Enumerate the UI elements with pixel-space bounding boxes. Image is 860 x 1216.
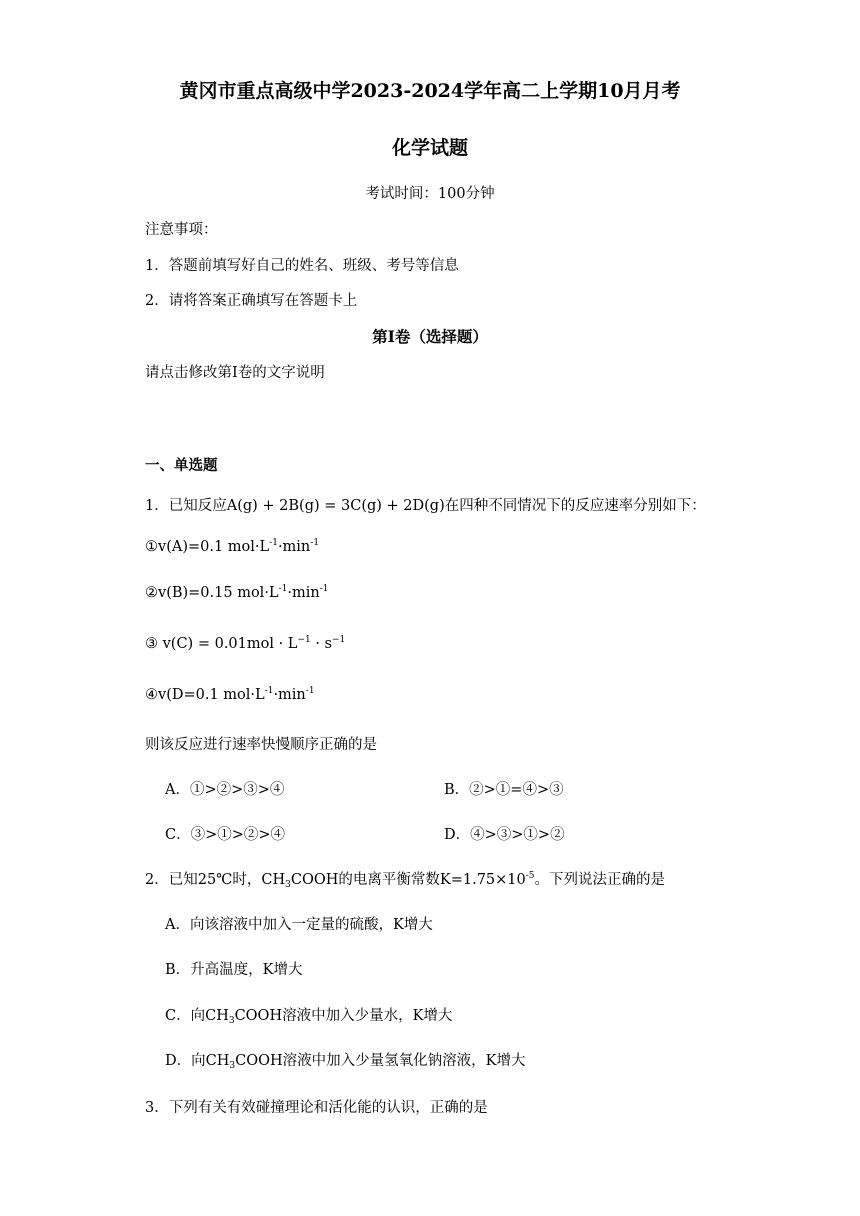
- q1-option-a[interactable]: A．①>②>③>④: [165, 782, 285, 798]
- note-item: 2．请将答案正确填写在答题卡上: [145, 293, 358, 309]
- rate-text: ④v(D=0.1 mol·L: [145, 687, 265, 703]
- exponent: -1: [269, 538, 278, 548]
- rate-condition-1: [145, 539, 319, 555]
- exponent: -1: [305, 686, 315, 696]
- volume-heading: 第I卷（选择题）: [372, 327, 488, 346]
- exam-time: 考试时间：100分钟: [365, 186, 495, 202]
- stem-text: 。下列说法正确的是: [534, 872, 666, 888]
- note-item: 1．答题前填写好自己的姓名、班级、考号等信息: [145, 258, 459, 274]
- question-3-stem: 3．下列有关有效碰撞理论和活化能的认识，正确的是: [145, 1100, 488, 1116]
- option-text: COOH溶液中加入少量氢氧化钠溶液，K增大: [235, 1053, 526, 1069]
- exponent: −1: [332, 635, 346, 645]
- exponent: -1: [278, 584, 288, 594]
- rate-unit: ·min: [287, 585, 320, 601]
- option-text: D．向CH: [165, 1053, 230, 1069]
- q1-option-c[interactable]: C．③>①>②>④: [165, 827, 286, 843]
- q2-option-a[interactable]: A．向该溶液中加入一定量的硫酸，K增大: [165, 917, 433, 933]
- rate-unit: · s: [310, 636, 332, 652]
- question-1-stem: [145, 494, 706, 515]
- q1-option-b[interactable]: B．②>①=④>③: [444, 782, 564, 798]
- rate-condition-3: [145, 636, 345, 652]
- q2-option-c[interactable]: [165, 1004, 452, 1025]
- exponent: -1: [310, 538, 320, 548]
- rate-condition-2: [145, 585, 328, 601]
- stem-text: 2．已知25℃时，CH: [145, 872, 286, 888]
- question-1-suffix: 在四种不同情况下的反应速率分别如下：: [444, 498, 706, 514]
- question-2-stem: [145, 868, 665, 889]
- subscript: 3: [229, 1061, 236, 1071]
- question-1-prefix: 1．已知反应: [145, 498, 227, 514]
- option-text: C．向CH: [165, 1008, 229, 1024]
- volume-description: 请点击修改第I卷的文字说明: [145, 365, 325, 381]
- rate-text: ①v(A)=0.1 mol·L: [145, 539, 270, 555]
- rate-text: ③ v(C) = 0.01mol · L: [145, 636, 298, 652]
- section-heading: 一、单选题: [145, 457, 218, 474]
- subscript: 3: [285, 880, 291, 890]
- reaction-equation: A(g) + 2B(g) = 3C(g) + 2D(g): [226, 498, 445, 514]
- exam-subject-title: 化学试题: [391, 137, 468, 159]
- q2-option-d[interactable]: [165, 1049, 525, 1070]
- exponent: -1: [264, 686, 274, 696]
- rate-condition-4: [145, 687, 315, 703]
- stem-text: COOH的电离平衡常数K=1.75×10: [290, 872, 526, 888]
- exponent: −1: [297, 635, 311, 645]
- subscript: 3: [228, 1016, 235, 1026]
- rate-text: ②v(B)=0.15 mol·L: [145, 585, 279, 601]
- option-text: COOH溶液中加入少量水，K增大: [234, 1008, 453, 1024]
- rate-unit: ·min: [277, 539, 311, 555]
- exam-title: 黄冈市重点高级中学2023-2024学年高二上学期10月月考: [179, 80, 681, 102]
- exponent: -1: [319, 584, 329, 594]
- notes-heading: 注意事项：: [145, 222, 218, 238]
- q2-option-b[interactable]: B．升高温度，K增大: [165, 962, 303, 978]
- rate-unit: ·min: [273, 687, 306, 703]
- q1-option-d[interactable]: D．④>③>①>②: [444, 827, 565, 843]
- exponent: -5: [525, 871, 535, 881]
- question-1-ask: 则该反应进行速率快慢顺序正确的是: [145, 737, 377, 753]
